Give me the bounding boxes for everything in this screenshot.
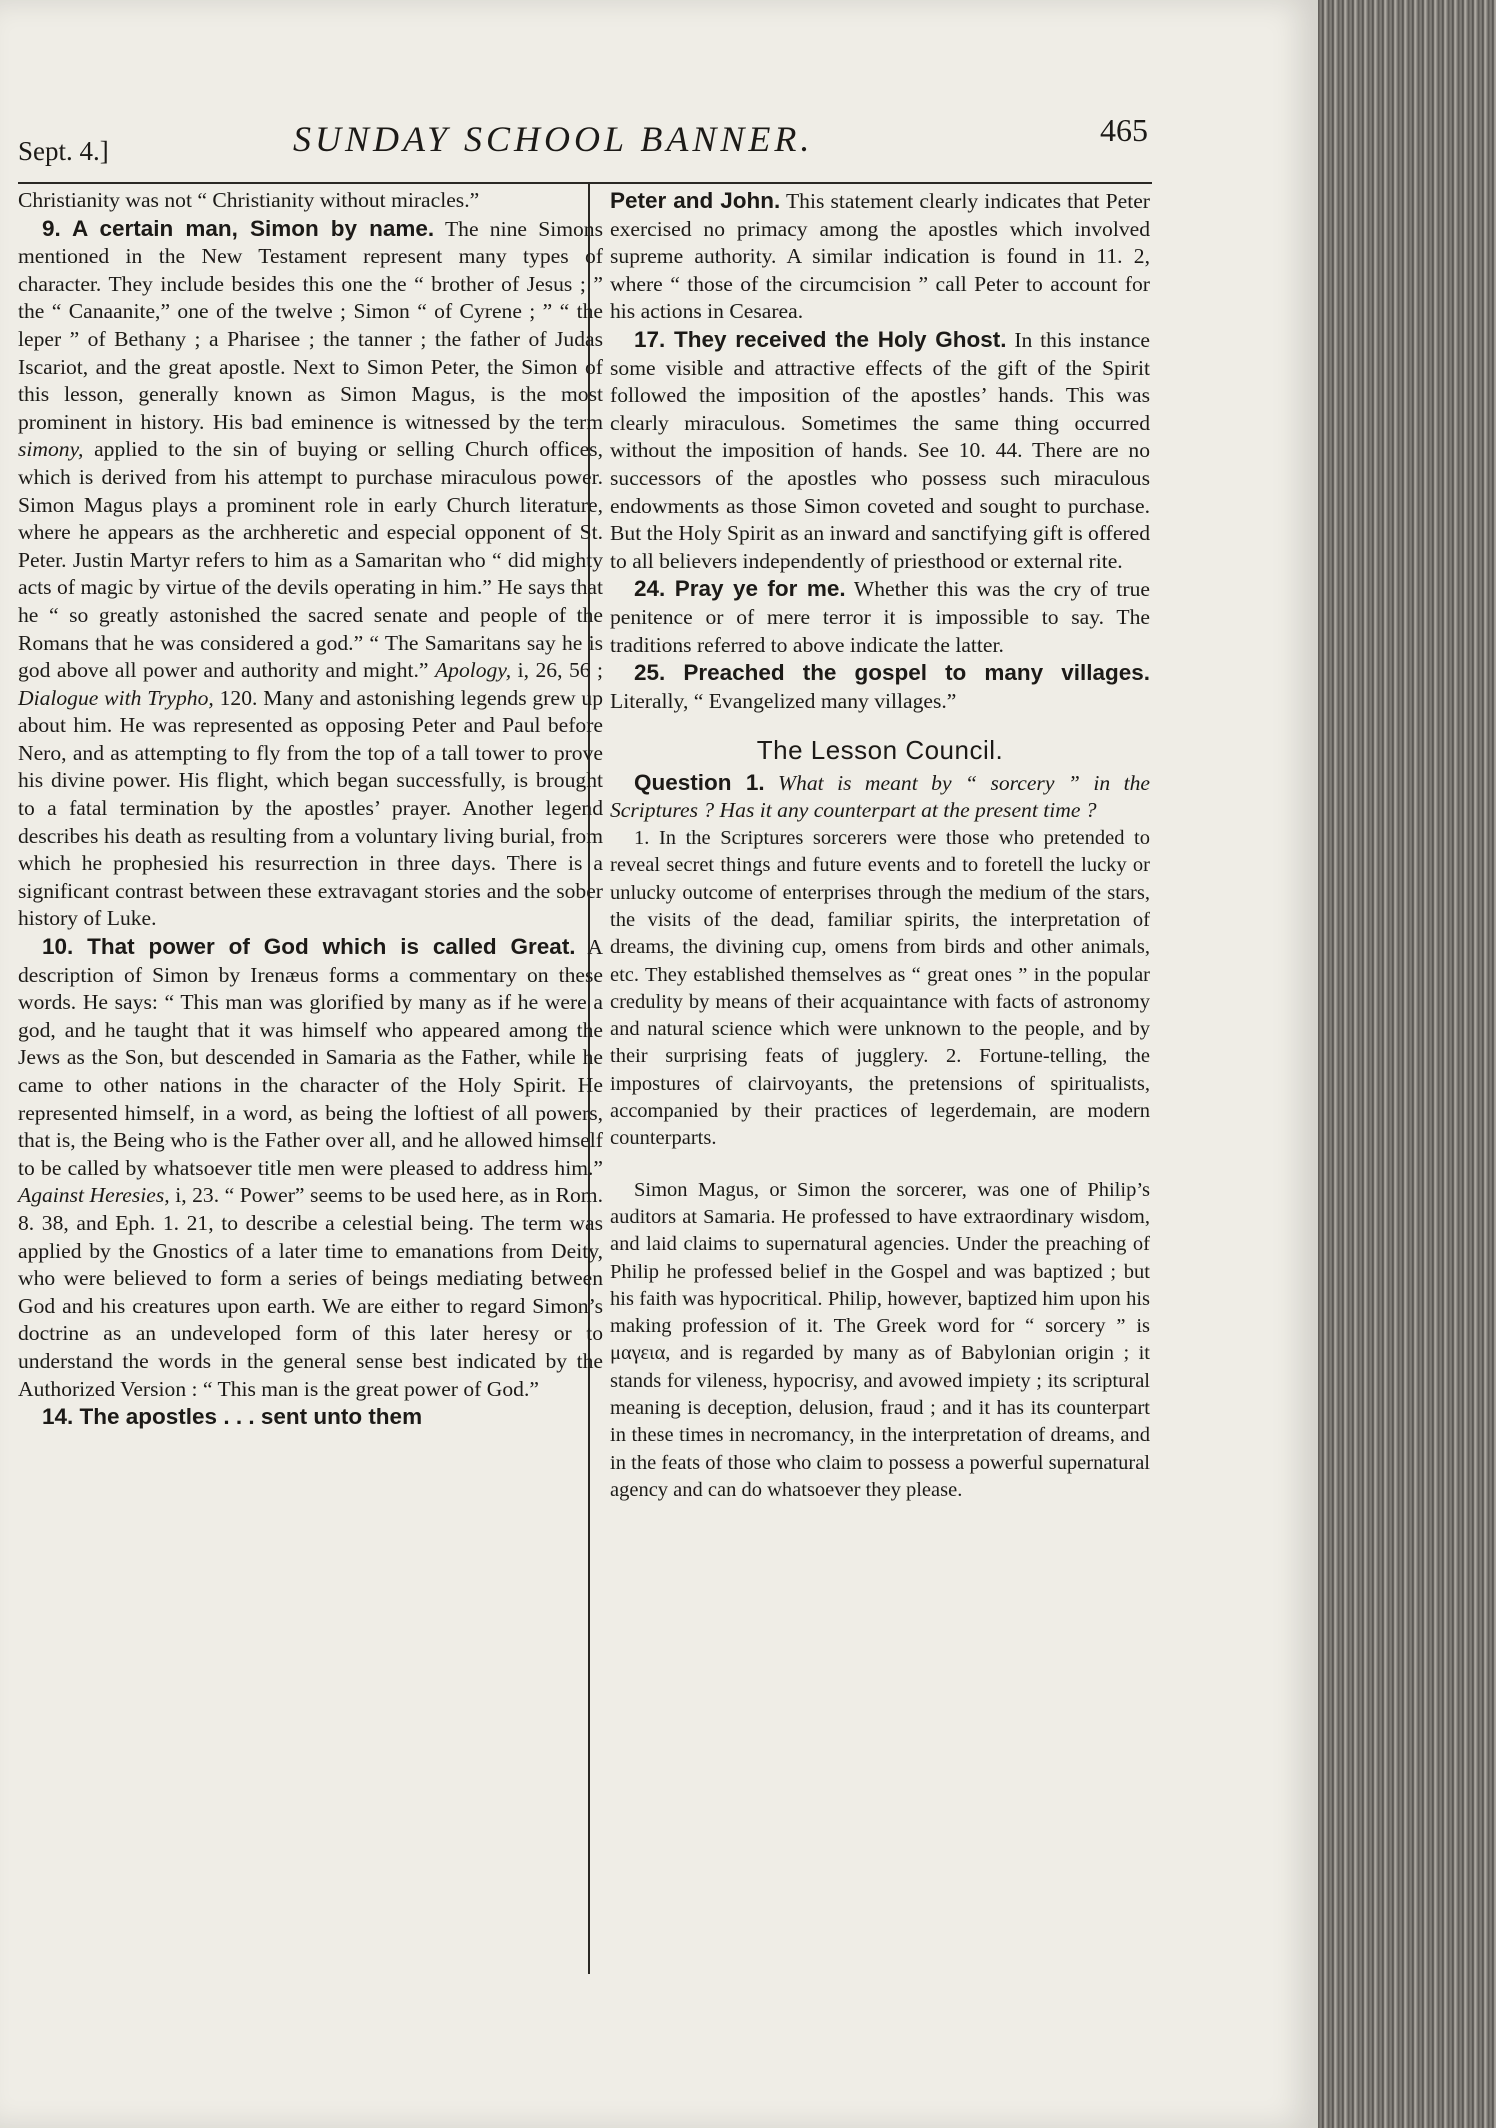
lesson-council-title: The Lesson Council. <box>756 735 1004 766</box>
left-column <box>18 187 603 1432</box>
note-9-text-c: i, 26, 56 ; <box>511 658 604 683</box>
note-9 <box>18 215 603 933</box>
note-24-text: Whether this was the cry of true penitence or of mere terror it is impossible to say. The traditions referred to above indicate the latter. <box>610 577 1150 657</box>
running-header <box>18 108 1148 168</box>
question-1-answer: 1. In the Scriptures sorcerers were those who pretended to reveal secret things and future events and to foretell the lucky or unlucky outcome of enterprises through the medium of the stars, the visits of the dead, familiar spirits, the interpretation of dreams, the divining cup, omens from birds and other animals, etc. They established themselves as “ great ones ” in the popular credulity by means of their acquaintance with facts of astronomy and natural science which were unknown to the people, and by their surprising feats of jugglery. 2. Fortune-telling, the impostures of clairvoyants, the pretensions of spiritualists, accompanied by their practices of legerdemain, are modern counterparts. <box>610 827 1150 1150</box>
note-14-continued <box>610 187 1150 326</box>
note-10 <box>18 933 603 1403</box>
citation-dialogue: Dialogue with Trypho, <box>18 685 214 710</box>
note-9-heading: 9. A certain man, Simon by name. <box>42 215 435 241</box>
note-10-heading: 10. That power of God which is called Great. <box>42 934 576 960</box>
note-25 <box>610 659 1150 715</box>
note-24-heading: 24. Pray ye for me. <box>634 576 846 602</box>
note-9-text-a: The nine Simons mentioned in the New Testament represent many types of character. They include besides this one the “ brother of Jesus ; ” the “ Canaanite,” one of the twelve ; Simon “ of Cyrene ; ” “ the leper ” of Bethany ; a Pharisee ; the tanner ; the father of Judas Iscariot, and the great apostle. Next to Simon Peter, the Simon of this lesson, generally known as Simon Magus, is the most prominent in history. His bad eminence is witnessed by the term <box>18 216 603 434</box>
note-10-text-b: i, 23. “ Power” seems to be used here, as in Rom. 8. 38, and Eph. 1. 21, to describe a celestial being. The term was applied by the Gnostics of a later time to emanations from Deity, who were believed to form a series of beings mediating between God and his creatures upon earth. We are either to regard Simon’s doctrine as an undeveloped form of this later heresy or to understand the words in the general sense best indicated by the Authorized Version : “ This man is the great power of God.” <box>18 1183 603 1401</box>
note-25-heading: 25. Preached the gospel to many villages. <box>634 660 1150 686</box>
header-title: SUNDAY SCHOOL BANNER. <box>293 119 814 159</box>
note-14-text: This statement clearly indicates that Peter exercised no primacy among the apostles which involved supreme authority. A similar indication is found in 11. 2, where “ those of the circumcision ” call Peter to account for his actions in Cesarea. <box>610 189 1150 324</box>
note-14-heading: 14. The apostles . . . sent unto them <box>42 1404 423 1430</box>
page-number: 465 <box>1100 112 1148 148</box>
note-17-text: In this instance some visible and attractive effects of the gift of the Spirit followed the imposition of the apostles’ hands. This was clearly miraculous. Sometimes the same thing occurred without the imposition of hands. See 10. 44. There are no successors of the apostles who possess such miraculous endowments as those Simon coveted and sought to purchase. But the Holy Spirit as an inward and sanctifying gift is offered to all believers independently of priesthood or external rite. <box>610 327 1151 573</box>
paragraph-christianity: Christianity was not “ Christianity without miracles.” <box>18 188 480 212</box>
section-gap <box>610 1153 1150 1177</box>
note-14-heading-cont: Peter and John. <box>610 188 781 213</box>
term-simony: simony, <box>18 437 84 462</box>
note-24 <box>610 575 1150 659</box>
citation-apology: Apology, <box>434 658 512 683</box>
note-17 <box>610 326 1150 575</box>
note-9-text-d: 120. Many and astonishing legends grew up about him. He was represented as opposing Peter and Paul before Nero, and as attempting to fly from the top of a tall tower to prove his divine power. His flight, which began successfully, is brought to a fatal termination by the apostles’ prayer. Another legend describes his death as resulting from a voluntary living burial, from which he prophesied his resurrection in three days. There is a significant contrast between these extravagant stories and the sober history of Luke. <box>18 685 603 931</box>
simon-magus-paragraph: Simon Magus, or Simon the sorcerer, was one of Philip’s auditors at Samaria. He professed to have extraordinary wisdom, and laid claims to supernatural agencies. Under the preaching of Philip he professed belief in the Gospel and was baptized ; but his faith was hypocritical. Philip, however, baptized him upon his making profession of it. The Greek word for “ sorcery ” is μαγεια, and is regarded by many as of Babylonian origin ; it stands for vileness, hypocrisy, and avowed impiety ; its scriptural meaning is deception, delusion, fraud ; and it has its counterpart in these times in necromancy, in the interpretation of dreams, and in the feats of those who claim to possess a powerful supernatural agency and can do whatsoever they please. <box>610 1178 1150 1501</box>
note-9-text-b: applied to the sin of buying or selling Church offices, which is derived from his attempt to purchase miraculous power. Simon Magus plays a prominent role in early Church literature, where he appears as the archheretic and especial opponent of St. Peter. Justin Martyr refers to him as a Samaritan who “ did mighty acts of magic by virtue of the devils operating in him.” He says that he “ so greatly astonished the sacred senate and people of the Romans that he was considered a god.” “ The Samaritans say he is god above all power and authority and might.” <box>18 437 603 683</box>
header-date: Sept. 4.] <box>18 136 109 166</box>
header-rule <box>18 182 1152 184</box>
note-10-text-a: A description of Simon by Irenæus forms a commentary on these words. He says: “ This man was glorified by many as if he were a god, and he taught that it was himself who appeared among the Jews as the Son, but descended in Samaria as the Father, while he came to other nations in the character of the Holy Spirit. He represented himself, in a word, as being the loftiest of all powers, that is, the Being who is the Father over all, and he allowed himself to be called by whatsoever title men were pleased to address him.” <box>18 935 603 1180</box>
question-1-text: What is meant by “ sorcery ” in the Scriptures ? Has it any counterpart at the present time ? <box>610 770 1150 823</box>
right-column <box>610 187 1150 1504</box>
question-1 <box>610 769 1150 825</box>
question-1-heading: Question 1. <box>634 769 765 795</box>
book-page-edges <box>1318 0 1496 2128</box>
note-14-start <box>18 1403 603 1432</box>
note-25-text: Literally, “ Evangelized many villages.” <box>610 688 957 713</box>
note-17-heading: 17. They received the Holy Ghost. <box>634 326 1007 352</box>
citation-heresies: Against Heresies, <box>18 1183 170 1208</box>
